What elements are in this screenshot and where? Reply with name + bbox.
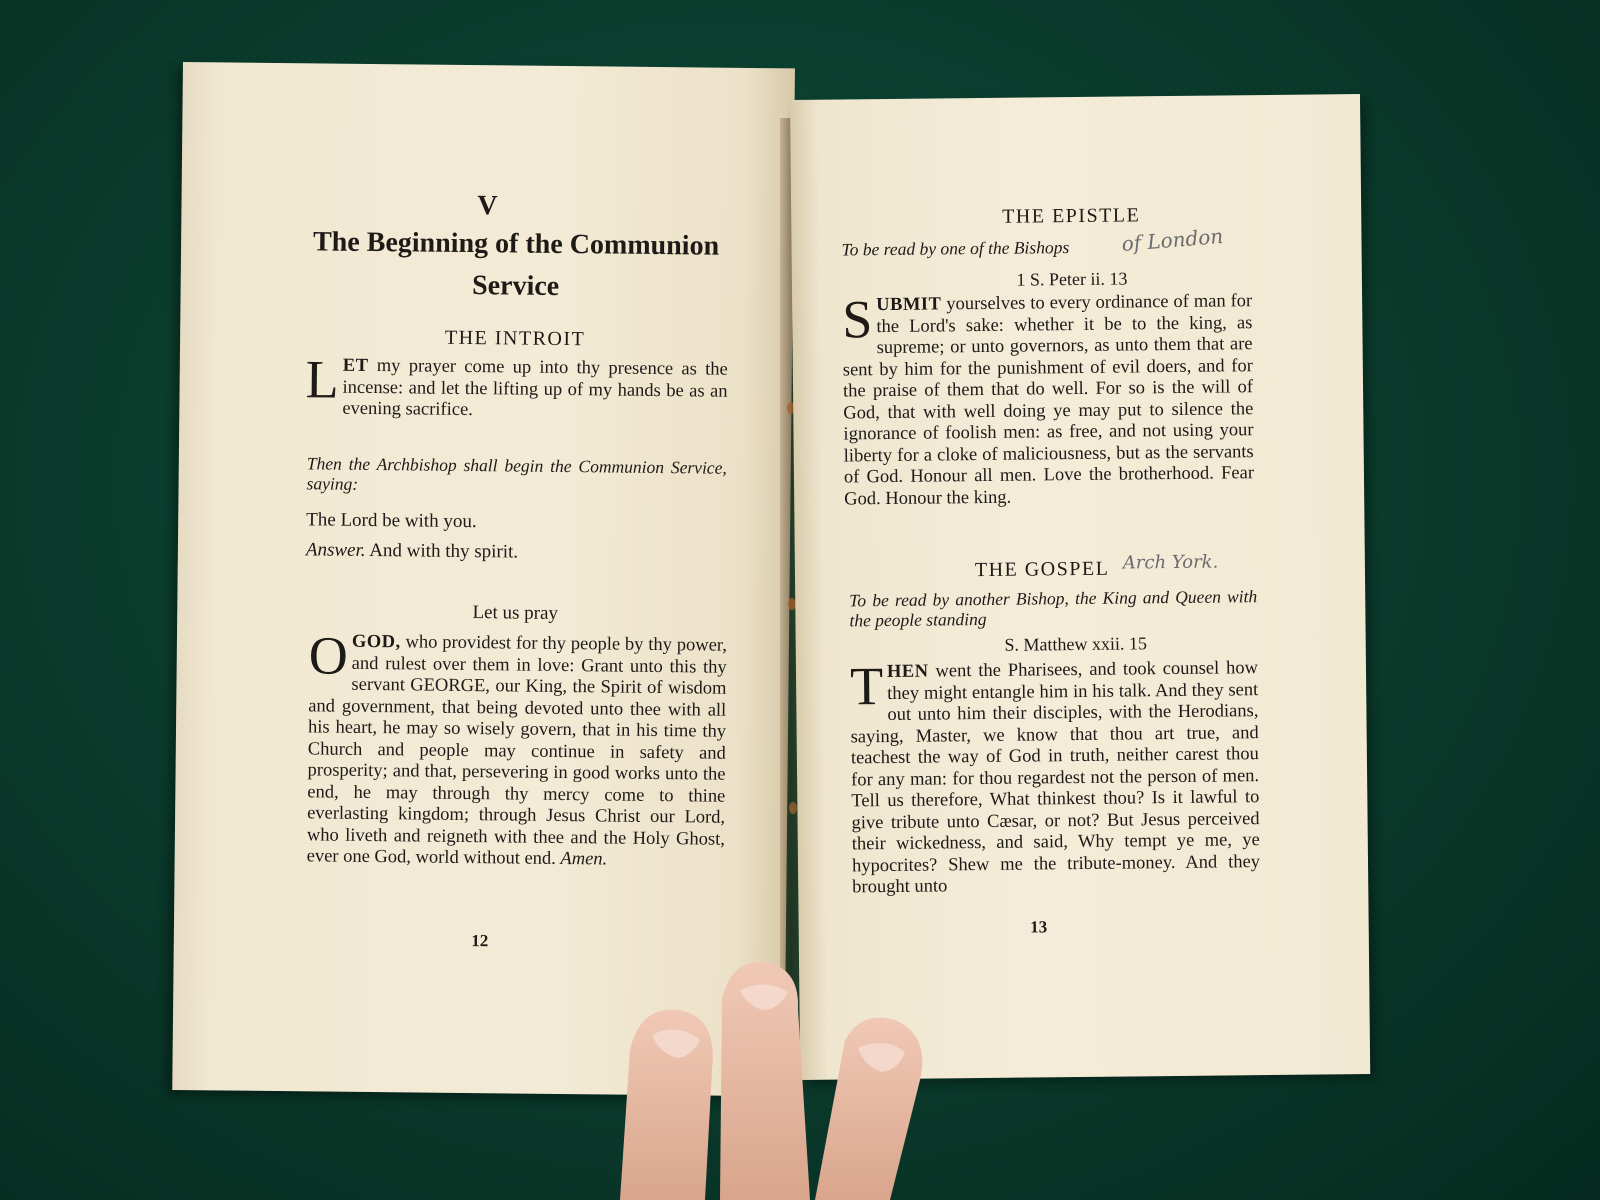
page-number-right: 13 [1030, 917, 1048, 937]
gospel-rubric: To be read by another Bishop, the King and Queen with the people standing [849, 586, 1258, 631]
collect-lead: GOD, [351, 631, 401, 653]
gospel-reference: S. Matthew xxii. 15 [1004, 633, 1148, 655]
epistle-rubric: To be read by one of the Bishops [841, 237, 1070, 260]
archbishop-rubric: Then the Archbishop shall begin the Communion Service, saying: [306, 453, 727, 494]
chapter-title: The Beginning of the Communion Service [312, 226, 720, 302]
right-page [790, 94, 1370, 1080]
response-label: Answer. [305, 539, 366, 561]
handwritten-note-york: Arch York. [1122, 551, 1219, 574]
collect-body: who providest for thy people by thy power, and rulest over them in love: Grant unto this thy servant GEORGE, our King, the Spirit of wisdom and government, that being devoted unto thee with all his heart, he may so wisely govern, that in his time thy Church and people may continue in safety and prosperity; and that, persevering in good works unto the end, he may through thy mercy come to thine everlasting kingdom; through Jesus Christ our Lord, who liveth and reigneth with thee and the Holy Ghost, ever one God, world without end. [306, 632, 728, 869]
gospel-text [850, 658, 1260, 899]
epistle-reference: 1 S. Peter ii. 13 [1016, 268, 1128, 290]
response-text: And with thy spirit. [365, 539, 519, 563]
page-number-left: 12 [471, 931, 489, 951]
gospel-body: went the Pharisees, and took counsel how they might entangle him in his talk. And they sent out unto him their disciples, with the Herodians, saying, Master, we know that thou art true, and teachest the way of God in truth, neither carest thou for any man: for thou regardest not the person of men. Tell us therefore, What thinkest thou? Is it lawful to give tribute unto Cæsar, or not? But Jesus perceived their wickedness, and said, Why tempt ye me, ye hypocrites? Shew me the tribute-money. And they brought unto [850, 658, 1261, 898]
epistle-heading: THE EPISTLE [1002, 204, 1141, 228]
epistle-lead: UBMIT [876, 294, 942, 316]
staple-rust [789, 802, 797, 814]
dropcap-t: T [849, 656, 884, 717]
holding-fingers [600, 960, 960, 1200]
prayer-heading: Let us pray [472, 602, 559, 624]
versicle: The Lord be with you. [306, 509, 477, 533]
handwritten-note-london: of London [1120, 223, 1225, 257]
dropcap-l: L [305, 349, 339, 410]
collect-text [306, 625, 728, 872]
chapter-number: V [477, 190, 498, 222]
collect-amen: Amen. [560, 848, 608, 870]
introit-lead: ET [342, 355, 369, 376]
introit-heading: THE INTROIT [444, 326, 586, 351]
gospel-lead: HEN [886, 661, 929, 683]
gospel-heading: THE GOSPEL [974, 557, 1110, 582]
epistle-body: yourselves to every ordinance of man for the Lord's sake: whether it be to the king, as supreme; or unto governors, as unto them that are sent by him for the punishment of evil doers, and for the praise of them that do well. For so is the will of God, that with well doing ye may put to silence the ignorance of foolish men: as free, and not using your liberty for a cloke of maliciousness, but as the servants of God. Honour all men. Love the brotherhood. Fear God. Honour the king. [842, 291, 1255, 509]
introit-body: my prayer come up into thy presence as the incense: and let the lifting up of my hands be as an evening sacrifice. [342, 355, 728, 421]
introit-text [305, 349, 728, 424]
response-line [306, 539, 518, 563]
epistle-text [842, 291, 1254, 510]
dropcap-o: O [308, 625, 349, 686]
dropcap-s: S [841, 289, 873, 350]
left-page [172, 62, 795, 1096]
